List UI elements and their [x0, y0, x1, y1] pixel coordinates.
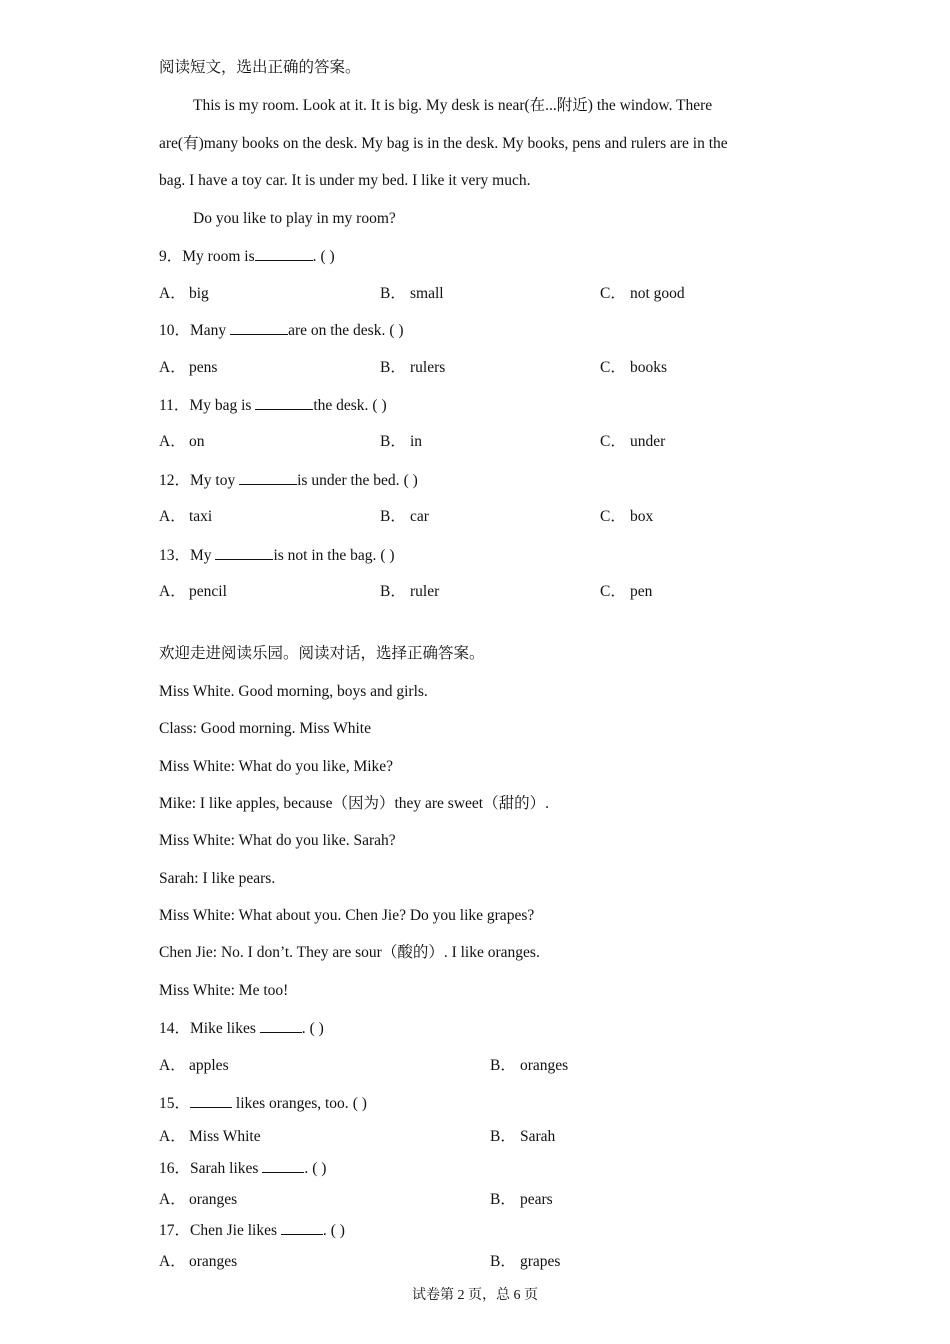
option-11-c[interactable]	[600, 432, 665, 452]
answer-paren[interactable]: ( )	[320, 248, 335, 265]
option-14-a[interactable]	[159, 1056, 229, 1076]
option-17-a[interactable]	[159, 1252, 237, 1272]
passage-closing: Do you like to play in my room?	[193, 210, 396, 227]
question-14	[159, 1018, 324, 1039]
option-text: oranges	[520, 1057, 569, 1074]
question-number: 16．	[159, 1160, 191, 1177]
question-text-after: is under the bed.	[297, 472, 400, 489]
question-text-before: Sarah likes	[190, 1160, 263, 1177]
option-letter: A．	[159, 583, 186, 600]
answer-paren[interactable]: ( )	[352, 1095, 367, 1112]
option-letter: A．	[159, 508, 186, 525]
option-letter: A．	[159, 359, 186, 376]
dialogue-line-8: Chen Jie: No. I don’t. They are sour（酸的）. I like oranges.	[159, 944, 540, 961]
answer-blank[interactable]	[215, 545, 273, 560]
question-13	[159, 545, 395, 566]
option-text: big	[189, 285, 209, 302]
question-text-before: My room is	[182, 248, 255, 265]
option-text: under	[630, 433, 666, 450]
option-text: pens	[189, 359, 218, 376]
option-text: grapes	[520, 1253, 561, 1270]
answer-blank[interactable]	[262, 1158, 304, 1173]
option-12-b[interactable]	[380, 507, 429, 527]
answer-blank[interactable]	[190, 1093, 232, 1108]
question-text-after: the desk.	[313, 397, 369, 414]
option-text: pears	[520, 1191, 553, 1208]
option-letter: B．	[380, 285, 406, 302]
question-17	[159, 1220, 345, 1241]
option-text: taxi	[189, 508, 213, 525]
option-letter: C．	[600, 285, 626, 302]
dialogue-line-1: Miss White. Good morning, boys and girls.	[159, 683, 428, 700]
dialogue-line-5: Miss White: What do you like. Sarah?	[159, 832, 396, 849]
question-number: 13．	[159, 547, 191, 564]
question-number: 14．	[159, 1020, 191, 1037]
option-letter: A．	[159, 433, 186, 450]
option-text: small	[410, 285, 444, 302]
question-11	[159, 395, 387, 416]
option-13-c[interactable]	[600, 582, 652, 602]
answer-blank[interactable]	[230, 320, 288, 335]
option-text: not good	[630, 285, 685, 302]
option-text: ruler	[410, 583, 440, 600]
answer-paren[interactable]: ( )	[372, 397, 387, 414]
question-text-before: Mike likes	[190, 1020, 260, 1037]
question-text-after: is not in the bag.	[273, 547, 377, 564]
option-letter: A．	[159, 1253, 186, 1270]
question-text-before: My toy	[190, 472, 240, 489]
option-letter: C．	[600, 508, 626, 525]
option-10-c[interactable]	[600, 358, 667, 378]
option-letter: B．	[380, 583, 406, 600]
question-12	[159, 470, 418, 491]
dialogue-line-4: Mike: I like apples, because（因为）they are sweet（甜的）.	[159, 795, 549, 812]
option-9-b[interactable]	[380, 284, 444, 304]
option-letter: A．	[159, 285, 186, 302]
option-14-b[interactable]	[490, 1056, 568, 1076]
question-text-after: are on the desk.	[288, 322, 386, 339]
option-text: car	[410, 508, 429, 525]
option-text: rulers	[410, 359, 446, 376]
option-9-a[interactable]	[159, 284, 209, 304]
option-text: oranges	[189, 1253, 238, 1270]
question-15	[159, 1093, 367, 1114]
option-10-a[interactable]	[159, 358, 217, 378]
answer-paren[interactable]: ( )	[389, 322, 404, 339]
passage-line-3: bag. I have a toy car. It is under my bed. I like it very much.	[159, 172, 531, 189]
page-footer: 试卷第 2 页，总 6 页	[412, 1288, 538, 1303]
option-text: Miss White	[189, 1128, 261, 1145]
option-15-b[interactable]	[490, 1127, 555, 1147]
option-text: on	[189, 433, 205, 450]
dialogue-line-6: Sarah: I like pears.	[159, 870, 276, 887]
option-letter: B．	[380, 508, 406, 525]
question-text-before: My bag is	[189, 397, 256, 414]
option-letter: B．	[490, 1128, 516, 1145]
answer-blank[interactable]	[255, 246, 313, 261]
answer-paren[interactable]: ( )	[312, 1160, 327, 1177]
option-text: box	[630, 508, 654, 525]
option-letter: A．	[159, 1128, 186, 1145]
option-letter: B．	[490, 1253, 516, 1270]
option-text: in	[410, 433, 423, 450]
option-text: pencil	[189, 583, 227, 600]
section2-instruction: 欢迎走进阅读乐园。阅读对话，选择正确答案。	[159, 645, 485, 662]
answer-blank[interactable]	[260, 1018, 302, 1033]
option-12-a[interactable]	[159, 507, 212, 527]
option-letter: B．	[490, 1057, 516, 1074]
dialogue-line-9: Miss White: Me too!	[159, 982, 289, 999]
question-number: 10．	[159, 322, 191, 339]
answer-paren[interactable]: ( )	[309, 1020, 324, 1037]
question-text-after: .	[304, 1160, 309, 1177]
option-text: apples	[189, 1057, 229, 1074]
dialogue-line-7: Miss White: What about you. Chen Jie? Do you like grapes?	[159, 907, 535, 924]
dialogue-line-3: Miss White: What do you like, Mike?	[159, 758, 394, 775]
option-12-c[interactable]	[600, 507, 653, 527]
option-10-b[interactable]	[380, 358, 445, 378]
passage-line-1: This is my room. Look at it. It is big. My desk is near(在...附近) the window. There	[193, 97, 713, 114]
option-11-b[interactable]	[380, 432, 422, 452]
question-9	[159, 246, 335, 267]
option-letter: C．	[600, 359, 626, 376]
passage-line-2: are(有)many books on the desk. My bag is in the desk. My books, pens and rulers are in the	[159, 135, 728, 152]
option-letter: A．	[159, 1057, 186, 1074]
option-letter: C．	[600, 433, 626, 450]
question-text-after: .	[312, 248, 317, 265]
question-text-after: .	[322, 1222, 327, 1239]
question-number: 15．	[159, 1095, 191, 1112]
option-17-b[interactable]	[490, 1252, 560, 1272]
option-16-b[interactable]	[490, 1190, 553, 1210]
question-text-before: My	[190, 547, 216, 564]
option-13-a[interactable]	[159, 582, 227, 602]
option-15-a[interactable]	[159, 1127, 261, 1147]
option-letter: B．	[490, 1191, 516, 1208]
option-text: pen	[630, 583, 653, 600]
option-text: books	[630, 359, 668, 376]
question-number: 11．	[159, 397, 190, 414]
question-number: 9．	[159, 248, 183, 265]
question-text-after: likes oranges, too.	[232, 1095, 349, 1112]
question-16	[159, 1158, 326, 1179]
answer-blank[interactable]	[255, 395, 313, 410]
answer-paren[interactable]: ( )	[403, 472, 418, 489]
answer-blank[interactable]	[239, 470, 297, 485]
question-number: 17．	[159, 1222, 191, 1239]
option-letter: A．	[159, 1191, 186, 1208]
question-text-after: .	[301, 1020, 306, 1037]
option-letter: C．	[600, 583, 626, 600]
option-16-a[interactable]	[159, 1190, 237, 1210]
option-text: oranges	[189, 1191, 238, 1208]
question-number: 12．	[159, 472, 191, 489]
option-13-b[interactable]	[380, 582, 439, 602]
option-11-a[interactable]	[159, 432, 205, 452]
question-text-before: Many	[190, 322, 231, 339]
option-letter: B．	[380, 433, 406, 450]
question-text-before: Chen Jie likes	[190, 1222, 281, 1239]
option-text: Sarah	[520, 1128, 556, 1145]
dialogue-line-2: Class: Good morning. Miss White	[159, 720, 371, 737]
option-letter: B．	[380, 359, 406, 376]
answer-blank[interactable]	[281, 1220, 323, 1235]
answer-paren[interactable]: ( )	[330, 1222, 345, 1239]
answer-paren[interactable]: ( )	[380, 547, 395, 564]
section1-instruction: 阅读短文，选出正确的答案。	[159, 59, 361, 76]
option-9-c[interactable]	[600, 284, 685, 304]
question-10	[159, 320, 404, 341]
